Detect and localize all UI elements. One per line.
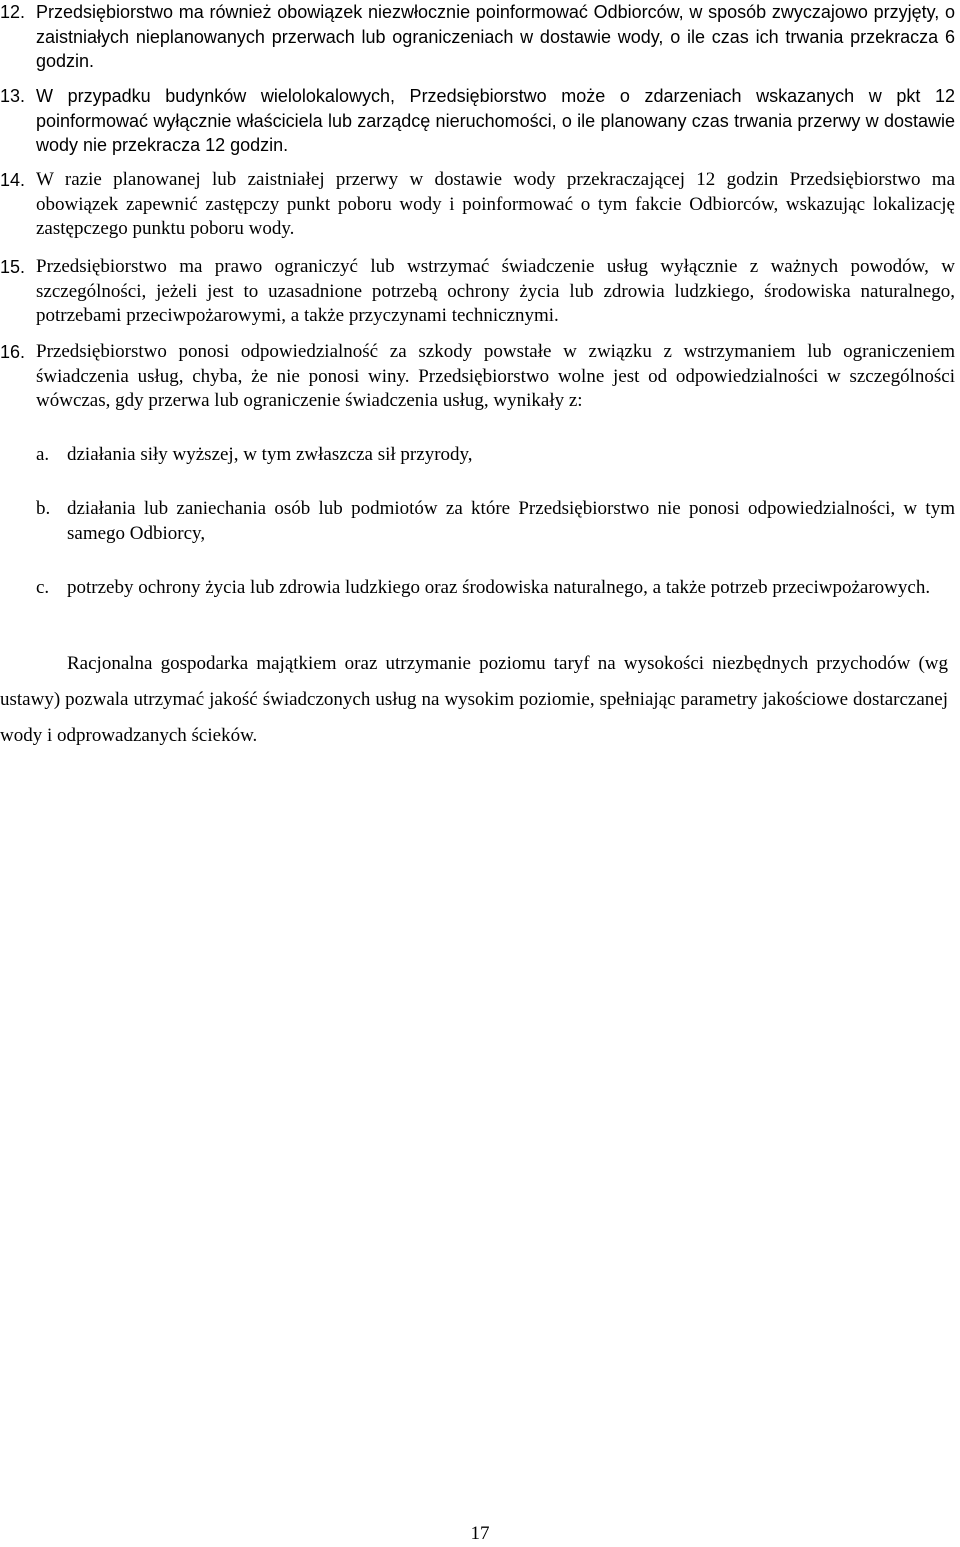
list-item — [0, 0, 955, 74]
sub-list-item — [0, 576, 955, 601]
item-text: Przedsiębiorstwo ma prawo ograniczyć lub wstrzymać świadczenie usług wyłącznie z ważnych powodów, w szczególności, jeżeli jest to uzasadnione potrzebą ochrony życia lub zdrowia ludzkiego, środowiska naturalnego, potrzebami przeciwpożarowymi, a także przyczynami technicznymi. — [36, 256, 955, 326]
item-text: Przedsiębiorstwo ma również obowiązek niezwłocznie poinformować Odbiorców, w sposób zwyczajowo przyjęty, o zaistniałych nieplanowanych przerwach lub ograniczeniach w dostawie wody, o ile czas ich trwania przekracza 6 godzin. — [36, 2, 955, 71]
item-number: 15. — [0, 257, 26, 277]
page-number: 17 — [470, 1523, 490, 1544]
item-number: 14. — [0, 170, 26, 190]
item-number: 12. — [0, 2, 26, 22]
item-text: Przedsiębiorstwo ponosi odpowiedzialność za szkody powstałe w związku z wstrzymaniem lub ograniczeniem świadczenia usług, chyba, że nie ponosi winy. Przedsiębiorstwo wolne jest od odpowiedzialności w szczególności wówczas, gdy przerwa lub ograniczenie świadczenia usług, wynikały z: — [36, 341, 955, 411]
sub-item-letter: a. — [36, 444, 50, 465]
item-text: W razie planowanej lub zaistniałej przerwy w dostawie wody przekraczającej 12 godzin Przedsiębiorstwo ma obowiązek zapewnić zastępczy punkt poboru wody i poinformować o tym fakcie Odbiorców, wskazując lokalizację zastępczego punktu poboru wody. — [36, 169, 955, 239]
list-item — [0, 84, 955, 158]
sub-list-item — [0, 443, 955, 468]
sub-item-text: potrzeby ochrony życia lub zdrowia ludzkiego oraz środowiska naturalnego, a także potrzeb przeciwpożarowych. — [67, 577, 931, 598]
item-text: W przypadku budynków wielolokalowych, Przedsiębiorstwo może o zdarzeniach wskazanych w pkt 12 poinformować wyłącznie właściciela lub zarządcę nieruchomości, o ile planowany czas trwania przerwy w dostawie wody nie przekracza 12 godzin. — [36, 86, 955, 155]
item-number: 13. — [0, 86, 26, 106]
item-number: 16. — [0, 342, 26, 362]
sub-item-text: działania siły wyższej, w tym zwłaszcza sił przyrody, — [67, 444, 473, 465]
sub-item-letter: c. — [36, 577, 50, 598]
list-item — [0, 168, 955, 242]
list-item — [0, 255, 955, 329]
sub-item-letter: b. — [36, 498, 51, 519]
closing-paragraph: Racjonalna gospodarka majątkiem oraz utrzymanie poziomu taryf na wysokości niezbędnych przychodów (wg ustawy) pozwala utrzymać jakość świadczonych usług na wysokim poziomie, spełniając parametry jakościowe dostarczanej wody i odprowadzanych ścieków. — [0, 653, 948, 746]
list-item — [0, 340, 955, 414]
sub-list-item — [0, 497, 955, 546]
sub-item-text: działania lub zaniechania osób lub podmiotów za które Przedsiębiorstwo nie ponosi odpowiedzialności, w tym samego Odbiorcy, — [67, 498, 955, 544]
